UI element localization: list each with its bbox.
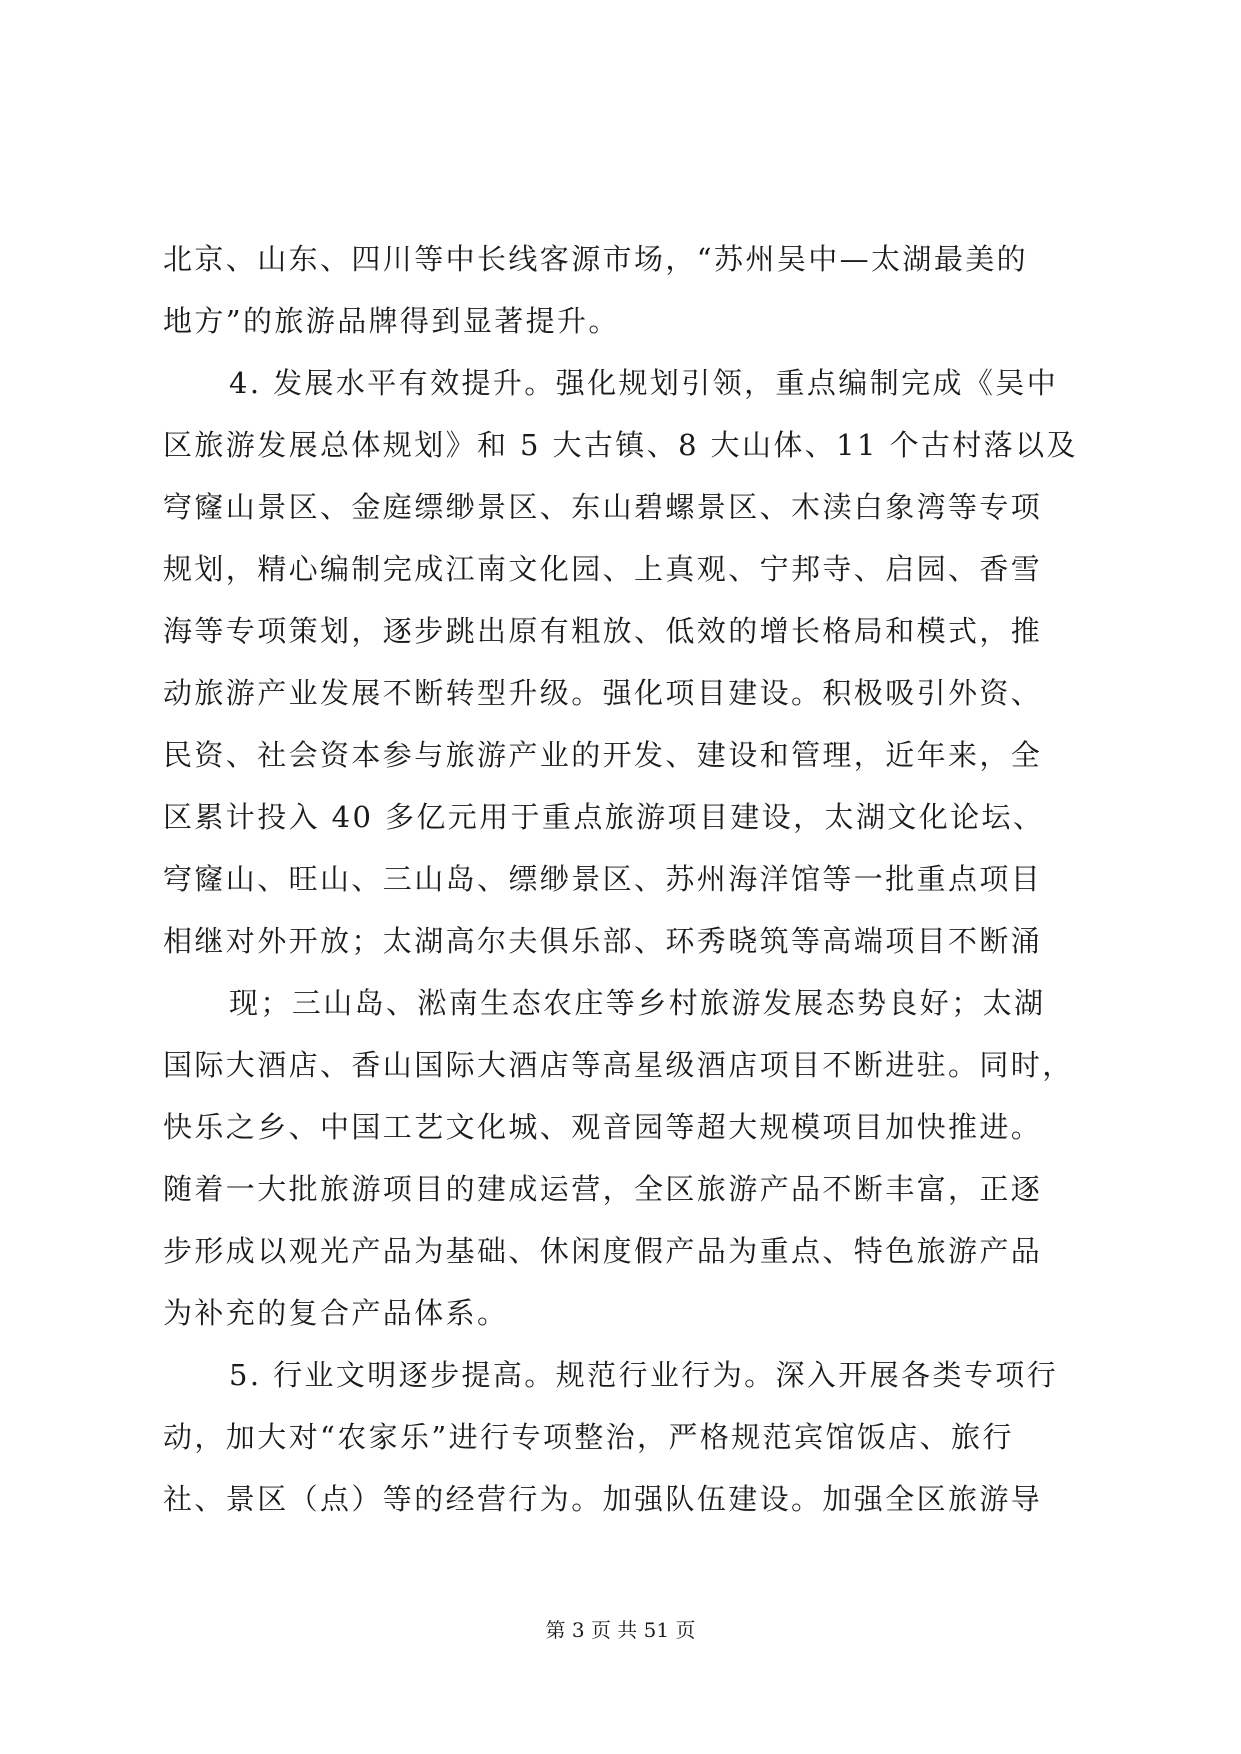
text-line: 北京、山东、四川等中长线客源市场，“苏州吴中—太湖最美的 bbox=[163, 242, 1029, 276]
text-line: 动，加大对“农家乐”进行专项整治，严格规范宾馆饭店、旅行 bbox=[163, 1420, 1014, 1454]
text-line: 民资、社会资本参与旅游产业的开发、建设和管理，近年来，全 bbox=[163, 738, 1043, 772]
text-line: 穹窿山、旺山、三山岛、缥缈景区、苏州海洋馆等一批重点项目 bbox=[163, 862, 1043, 896]
text-line: 海等专项策划，逐步跳出原有粗放、低效的增长格局和模式，推 bbox=[163, 614, 1043, 648]
text-line: 为补充的复合产品体系。 bbox=[163, 1296, 509, 1330]
text-line: 快乐之乡、中国工艺文化城、观音园等超大规模项目加快推进。 bbox=[163, 1110, 1043, 1144]
text-line: 地方”的旅游品牌得到显著提升。 bbox=[163, 304, 620, 338]
text-line: 区累计投入 40 多亿元用于重点旅游项目建设，太湖文化论坛、 bbox=[163, 800, 1045, 834]
paragraph-start-line: 现；三山岛、淞南生态农庄等乡村旅游发展态势良好；太湖 bbox=[229, 986, 1046, 1020]
text-line: 步形成以观光产品为基础、休闲度假产品为重点、特色旅游产品 bbox=[163, 1234, 1043, 1268]
text-line: 区旅游发展总体规划》和 5 大古镇、8 大山体、11 个古村落以及 bbox=[163, 428, 1078, 462]
text-line: 穹窿山景区、金庭缥缈景区、东山碧螺景区、木渎白象湾等专项 bbox=[163, 490, 1043, 524]
paragraph-start-line: 5. 行业文明逐步提高。规范行业行为。深入开展各类专项行 bbox=[229, 1358, 1059, 1392]
page-number-footer: 第 3 页 共 51 页 bbox=[545, 1618, 696, 1642]
text-line: 社、景区（点）等的经营行为。加强队伍建设。加强全区旅游导 bbox=[163, 1482, 1043, 1516]
text-line: 随着一大批旅游项目的建成运营，全区旅游产品不断丰富，正逐 bbox=[163, 1172, 1043, 1206]
body-text bbox=[163, 228, 1093, 1530]
text-line: 规划，精心编制完成江南文化园、上真观、宁邦寺、启园、香雪 bbox=[163, 552, 1043, 586]
text-line: 国际大酒店、香山国际大酒店等高星级酒店项目不断进驻。同时， bbox=[163, 1048, 1074, 1082]
text-line: 动旅游产业发展不断转型升级。强化项目建设。积极吸引外资、 bbox=[163, 676, 1043, 710]
paragraph-start-line: 4. 发展水平有效提升。强化规划引领，重点编制完成《吴中 bbox=[229, 366, 1059, 400]
text-line: 相继对外开放；太湖高尔夫俱乐部、环秀晓筑等高端项目不断涌 bbox=[163, 924, 1043, 958]
